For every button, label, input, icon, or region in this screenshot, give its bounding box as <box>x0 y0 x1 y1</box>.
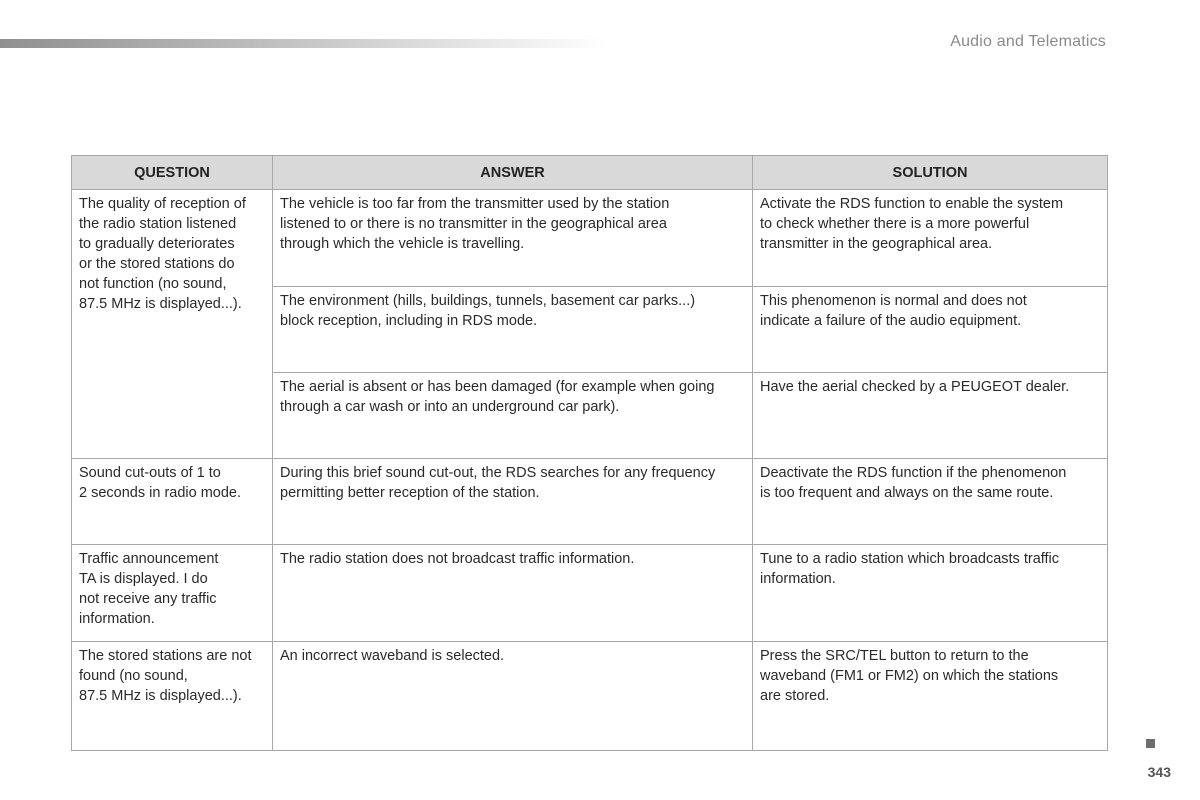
column-header-solution: SOLUTION <box>753 156 1108 190</box>
troubleshooting-table <box>71 155 1108 751</box>
answer-cell: The radio station does not broadcast traffic information. <box>273 545 753 642</box>
answer-cell: The vehicle is too far from the transmitter used by the station listened to or there is no transmitter in the geographical area through which the vehicle is travelling. <box>273 190 753 287</box>
answer-cell: An incorrect waveband is selected. <box>273 642 753 751</box>
answer-cell: The environment (hills, buildings, tunnels, basement car parks...) block reception, including in RDS mode. <box>273 287 753 373</box>
table-row <box>72 190 1108 287</box>
solution-cell: Deactivate the RDS function if the phenomenon is too frequent and always on the same route. <box>753 459 1108 545</box>
solution-cell: Press the SRC/TEL button to return to the waveband (FM1 or FM2) on which the stations are stored. <box>753 642 1108 751</box>
solution-cell: Tune to a radio station which broadcasts traffic information. <box>753 545 1108 642</box>
page-marker-square <box>1146 739 1155 748</box>
header-gradient-bar <box>0 39 610 48</box>
answer-cell: The aerial is absent or has been damaged (for example when going through a car wash or into an underground car park). <box>273 373 753 459</box>
question-cell: The quality of reception of the radio station listened to gradually deteriorates or the stored stations do not function (no sound, 87.5 MHz is displayed...). <box>72 190 273 459</box>
question-cell: Traffic announcement TA is displayed. I do not receive any traffic information. <box>72 545 273 642</box>
question-cell: Sound cut-outs of 1 to 2 seconds in radio mode. <box>72 459 273 545</box>
answer-cell: During this brief sound cut-out, the RDS searches for any frequency permitting better reception of the station. <box>273 459 753 545</box>
solution-cell: Have the aerial checked by a PEUGEOT dealer. <box>753 373 1108 459</box>
table-header-row <box>72 156 1108 190</box>
solution-cell: Activate the RDS function to enable the system to check whether there is a more powerful transmitter in the geographical area. <box>753 190 1108 287</box>
section-title: Audio and Telematics <box>950 33 1106 50</box>
table-row <box>72 642 1108 751</box>
column-header-question: QUESTION <box>72 156 273 190</box>
column-header-answer: ANSWER <box>273 156 753 190</box>
table-row <box>72 545 1108 642</box>
question-cell: The stored stations are not found (no sound, 87.5 MHz is displayed...). <box>72 642 273 751</box>
page-number: 343 <box>1147 764 1171 780</box>
solution-cell: This phenomenon is normal and does not indicate a failure of the audio equipment. <box>753 287 1108 373</box>
table-row <box>72 459 1108 545</box>
